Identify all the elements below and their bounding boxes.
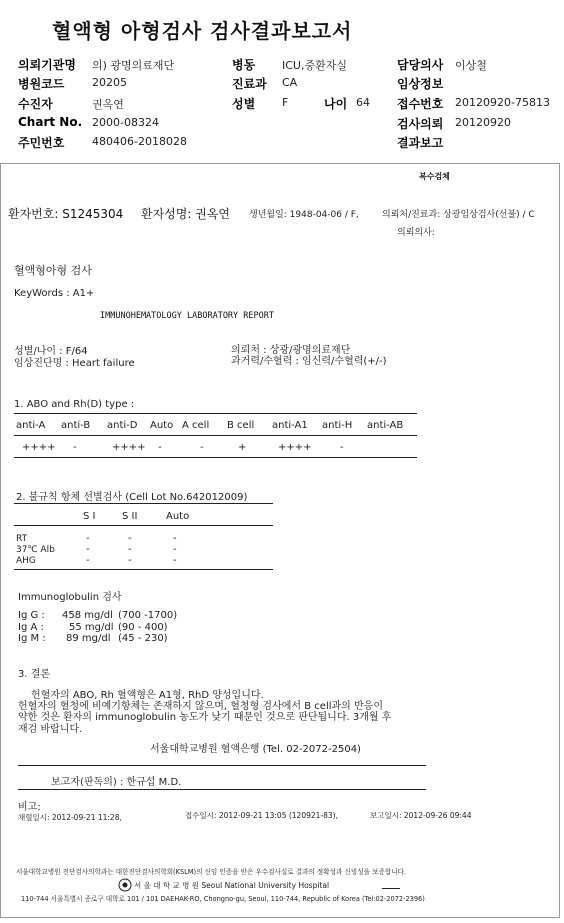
irr-row-label: AHG: [16, 556, 36, 566]
ig-name: Ig M :: [18, 633, 46, 644]
divider: [14, 525, 273, 526]
irr-cell: -: [128, 533, 132, 544]
lab-title: IMMUNOHEMATOLOGY LABORATORY REPORT: [100, 311, 274, 321]
abo-header-cell: B cell: [227, 420, 255, 431]
abo-title: 1. ABO and Rh(D) type :: [14, 399, 135, 410]
value-patient: 권옥연: [92, 98, 124, 111]
divider: [14, 457, 417, 458]
irr-cell: -: [86, 544, 90, 555]
divider: [18, 765, 426, 766]
copy-mark: 복수검체: [419, 172, 450, 181]
divider: [14, 503, 273, 504]
irr-cell: -: [173, 555, 177, 566]
label-department: 진료과: [232, 77, 267, 91]
value-age: 64: [356, 96, 370, 109]
irr-row-label: 37℃ Alb: [16, 545, 55, 555]
footer-note: 서울대학교병원 진단검사의학과는 대한진단검사의학회(KSLM)의 신임 인증을 받은 우수검사실로 결과의 정확성과 신빙성을 보증합니다.: [16, 868, 407, 876]
label-doctor: 담당의사: [397, 58, 444, 72]
requester: 의뢰처 : 상광/광명의료재단: [231, 345, 351, 356]
abo-header-cell: anti-AB: [367, 420, 404, 431]
reporter: 보고자(판독의) : 한규섭 M.D.: [51, 777, 182, 788]
divider: [18, 789, 426, 790]
value-hospital-code: 20205: [92, 76, 127, 89]
history: 과거력/수혈력 : 임신력/수혈력(+/-): [231, 356, 387, 367]
remarks: 비고:: [18, 802, 41, 813]
conclusion-line: 약한 것은 환자의 immunoglobulin 농도가 낮기 때문인 것으로 판단됩니다. 3개월 후: [18, 712, 392, 723]
value-chart-no: 2000-08324: [92, 116, 159, 129]
irr-cell: -: [86, 533, 90, 544]
conclusion-title: 3. 결론: [18, 669, 51, 680]
irr-header-cell: S I: [83, 511, 96, 522]
irr-cell: -: [173, 533, 177, 544]
divider: [382, 888, 400, 889]
label-chart-no: Chart No.: [18, 115, 83, 129]
divider: [14, 435, 417, 436]
immunoglobulin-title: Immunoglobulin 검사: [18, 592, 122, 603]
abo-header-cell: Auto: [150, 420, 174, 431]
irr-cell: -: [173, 544, 177, 555]
irr-header-cell: S II: [122, 511, 138, 522]
receipt-time: 접수일시: 2012-09-21 13:05 (120921-83),: [185, 811, 338, 820]
abo-header-cell: anti-A1: [272, 420, 308, 431]
abo-value-cell: +: [238, 442, 247, 453]
irr-header-cell: Auto: [166, 511, 190, 522]
label-patient: 수진자: [18, 97, 53, 111]
abo-value-cell: ++++: [22, 442, 56, 453]
value-sex: F: [282, 96, 289, 109]
abo-value-cell: -: [158, 442, 162, 453]
ig-reference: (45 - 230): [118, 633, 168, 644]
ig-reference: (700 -1700): [118, 610, 178, 621]
abo-value-cell: -: [200, 442, 204, 453]
abo-value-cell: -: [340, 442, 344, 453]
label-receipt-no: 접수번호: [397, 97, 444, 111]
ig-value: 458 mg/dl: [62, 610, 113, 621]
label-ward: 병동: [232, 58, 256, 72]
ig-value: 55 mg/dl: [69, 622, 114, 633]
requesting-doctor: 의뢰의사:: [397, 228, 435, 238]
irr-row-label: RT: [16, 534, 28, 544]
abo-header-cell: anti-H: [322, 420, 353, 431]
irr-cell: -: [86, 555, 90, 566]
divider: [14, 413, 417, 414]
abo-header-cell: anti-B: [61, 420, 91, 431]
sex-age: 성별/나이 : F/64: [14, 346, 88, 357]
abo-value-cell: ++++: [278, 442, 312, 453]
conclusion-line: 헌혈자의 혈청에 비예기항체는 존재하지 않으며, 혈청형 검사에서 B cell과의 반응이: [18, 701, 383, 712]
irregular-antibody-title: 2. 불규칙 항체 선별검사 (Cell Lot No.642012009): [16, 492, 248, 503]
value-resident-no: 480406-2018028: [92, 135, 187, 148]
ig-name: Ig G :: [18, 610, 45, 621]
hospital-name: 서 울 대 학 교 병 원 Seoul National University Hospital: [134, 881, 330, 890]
value-institution: 의) 광명의료재단: [92, 59, 175, 72]
patient-name: 환자성명: 권옥연: [141, 207, 231, 221]
label-institution: 의뢰기관명: [18, 58, 76, 72]
label-resident-no: 주민번호: [18, 136, 65, 150]
abo-header-cell: anti-A: [16, 420, 46, 431]
blood-bank-contact: 서울대학교병원 혈액은행 (Tel. 02-2072-2504): [150, 744, 361, 755]
hospital-address: 110-744 서울특별시 종로구 대학로 101 / 101 DAEHAK-RO, Chongno-gu, Seoul, 110-744, Republic of Korea (Tel:02-2072-2396): [21, 895, 425, 903]
label-request-date: 검사의뢰: [397, 117, 444, 131]
conclusion-line: 헌혈자의 ABO, Rh 혈액형은 A1형, RhD 양성입니다.: [31, 690, 264, 701]
value-ward: ICU,중환자실: [282, 59, 347, 72]
value-doctor: 이상철: [455, 59, 487, 72]
label-sex: 성별: [232, 97, 256, 111]
collection-time: 채혈일시: 2012-09-21 11:28,: [18, 813, 122, 822]
hospital-logo-icon: [118, 878, 132, 892]
keywords: KeyWords : A1+: [14, 288, 95, 299]
label-result-report: 결과보고: [397, 136, 444, 150]
label-clinical-info: 임상정보: [397, 77, 444, 91]
ig-value: 89 mg/dl: [66, 633, 111, 644]
label-age: 나이: [324, 97, 348, 111]
patient-number: 환자번호: S1245304: [8, 207, 124, 221]
irr-cell: -: [128, 544, 132, 555]
birth-date: 생년월일: 1948-04-06 / F,: [249, 210, 359, 220]
report-title: 혈액형 아형검사 검사결과보고서: [52, 19, 353, 43]
value-request-date: 20120920: [455, 116, 511, 129]
abo-value-cell: ++++: [112, 442, 146, 453]
divider: [14, 569, 273, 570]
value-receipt-no: 20120920-75813: [455, 96, 550, 109]
ig-reference: (90 - 400): [118, 622, 168, 633]
report-time: 보고일시: 2012-09-26 09:44: [370, 811, 472, 820]
irr-cell: -: [128, 555, 132, 566]
value-department: CA: [282, 76, 298, 89]
abo-value-cell: -: [73, 442, 77, 453]
section-title: 혈액형아형 검사: [14, 264, 92, 277]
ig-name: Ig A :: [18, 622, 44, 633]
label-hospital-code: 병원코드: [18, 77, 65, 91]
abo-header-cell: A cell: [182, 420, 210, 431]
conclusion-line: 재검 바랍니다.: [18, 724, 83, 735]
abo-header-cell: anti-D: [107, 420, 138, 431]
requesting-dept: 의뢰처/진료과: 상광임상검사(선불) / C: [382, 210, 535, 220]
diagnosis: 임상진단명 : Heart failure: [14, 358, 135, 369]
